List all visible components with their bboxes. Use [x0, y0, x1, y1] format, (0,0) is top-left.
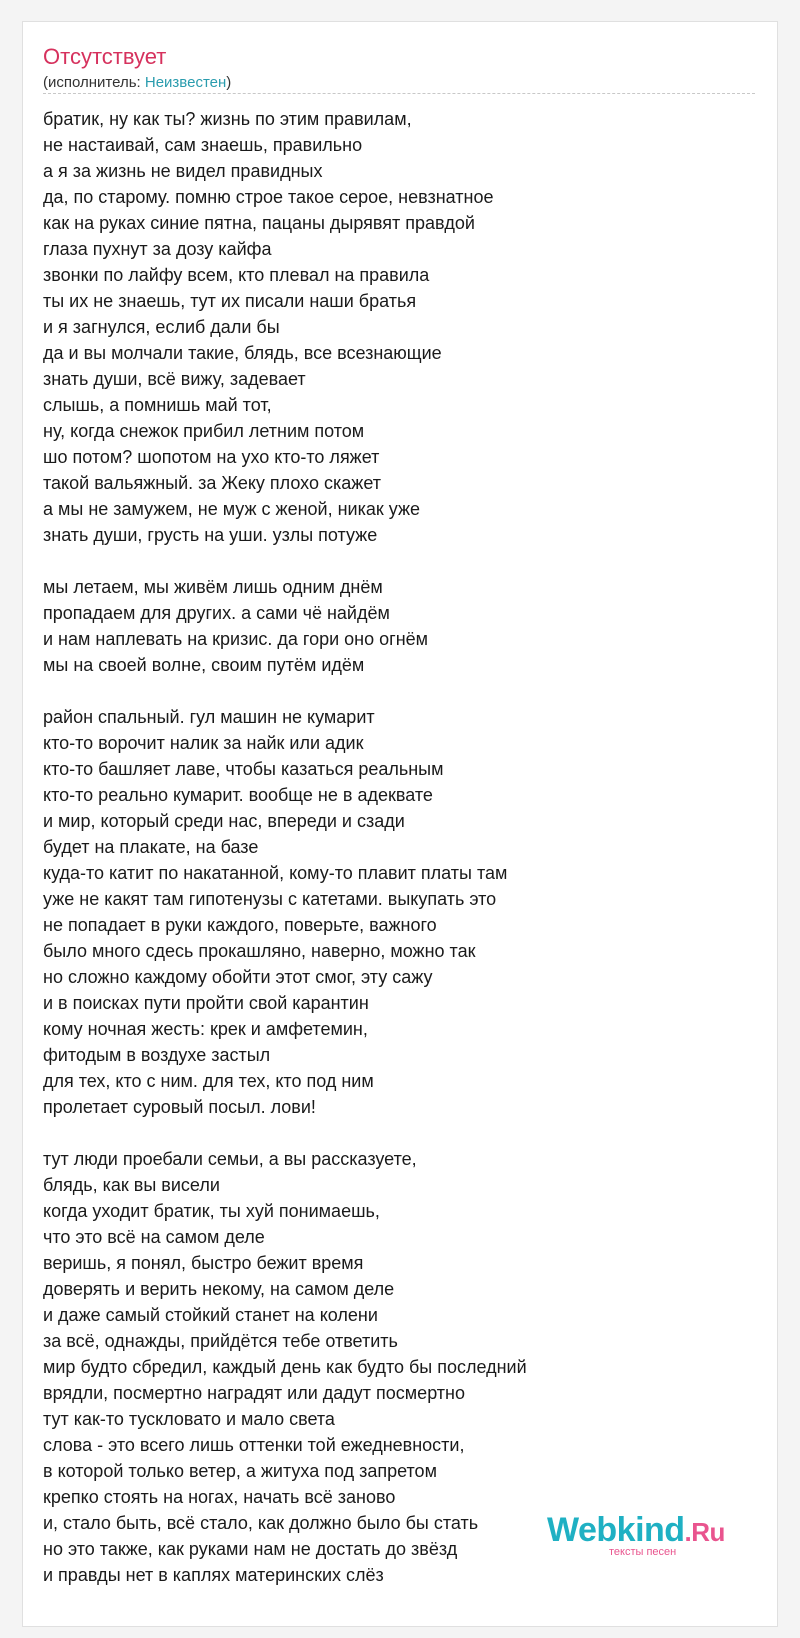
song-title: Отсутствует [43, 44, 167, 69]
lyric-line: ну, когда снежок прибил летним потом [43, 421, 365, 441]
lyric-line: и даже самый стойкий станет на колени [43, 1305, 378, 1325]
lyric-line: крепко стоять на ногах, начать всё заново [43, 1487, 396, 1507]
lyric-line: такой вальяжный. за Жеку плохо скажет [43, 473, 381, 493]
lyric-line: слова - это всего лишь оттенки той ежедневности, [43, 1435, 465, 1455]
artist-prefix: (исполнитель: [43, 74, 145, 91]
lyric-line: мы на своей волне, своим путём идём [43, 655, 365, 675]
logo-main-text: Webkind [547, 1511, 685, 1549]
lyric-line: пропадаем для других. а сами чё найдём [43, 603, 390, 623]
logo-suffix: .Ru [684, 1517, 725, 1547]
lyric-line: в которой только ветер, а житуха под запретом [43, 1461, 437, 1481]
lyric-line: знать души, всё вижу, задевает [43, 369, 306, 389]
lyrics-page [22, 21, 778, 1627]
lyric-line: а я за жизнь не видел правидных [43, 161, 323, 181]
lyric-line: не настаивай, сам знаешь, правильно [43, 135, 363, 155]
lyric-line: доверять и верить некому, на самом деле [43, 1279, 395, 1299]
lyric-line: кто-то башляет лаве, чтобы казаться реальным [43, 759, 444, 779]
lyric-line: и в поисках пути пройти свой карантин [43, 993, 369, 1013]
site-logo[interactable] [547, 1510, 757, 1558]
lyric-line: звонки по лайфу всем, кто плевал на правила [43, 265, 430, 285]
lyric-line: а мы не замужем, не муж с женой, никак уже [43, 499, 420, 519]
lyric-line: ты их не знаешь, тут их писали наши братья [43, 291, 417, 311]
artist-suffix: ) [226, 74, 232, 91]
artist-link[interactable]: Неизвестен [144, 74, 227, 91]
lyric-line: уже не какят там гипотенузы с катетами. выкупать это [43, 889, 497, 909]
lyric-line: да, по старому. помню строе такое серое, невзнатное [43, 187, 494, 207]
artist-line [43, 73, 231, 93]
lyric-line: но сложно каждому обойти этот смог, эту сажу [43, 967, 433, 987]
lyric-line: и правды нет в каплях материнских слёз [43, 1565, 384, 1585]
lyric-line: да и вы молчали такие, блядь, все всезнающие [43, 343, 442, 363]
lyric-line: глаза пухнут за дозу кайфа [43, 239, 272, 259]
title-divider [43, 93, 755, 94]
lyric-line: что это всё на самом деле [43, 1227, 265, 1247]
lyric-line: и мир, который среди нас, впереди и сзади [43, 811, 405, 831]
lyric-line: мир будто сбредил, каждый день как будто бы последний [43, 1357, 527, 1377]
lyric-line: кому ночная жесть: крек и амфетемин, [43, 1019, 368, 1039]
lyric-line: фитодым в воздухе застыл [43, 1045, 271, 1065]
lyric-line: но это также, как руками нам не достать до звёзд [43, 1539, 458, 1559]
stanza-gap [43, 548, 759, 574]
lyric-line: когда уходит братик, ты хуй понимаешь, [43, 1201, 380, 1221]
lyrics-text [43, 106, 759, 1588]
lyric-line: как на руках синие пятна, пацаны дырявят правдой [43, 213, 475, 233]
lyric-line: не попадает в руки каждого, поверьте, важного [43, 915, 437, 935]
lyric-line: тут люди проебали семьи, а вы рассказуете, [43, 1149, 417, 1169]
lyric-line: было много сдесь прокашляно, наверно, можно так [43, 941, 476, 961]
lyric-line: и нам наплевать на кризис. да гори оно огнём [43, 629, 429, 649]
stanza-gap [43, 1120, 759, 1146]
lyric-line: братик, ну как ты? жизнь по этим правилам, [43, 109, 412, 129]
lyric-line: шо потом? шопотом на ухо кто-то ляжет [43, 447, 380, 467]
lyric-line: кто-то ворочит налик за найк или адик [43, 733, 364, 753]
lyric-line: пролетает суровый посыл. лови! [43, 1097, 316, 1117]
lyric-line: знать души, грусть на уши. узлы потуже [43, 525, 378, 545]
lyric-line: для тех, кто с ним. для тех, кто под ним [43, 1071, 374, 1091]
lyric-line: тут как-то тускловато и мало света [43, 1409, 335, 1429]
lyric-line: за всё, однажды, прийдётся тебе ответить [43, 1331, 398, 1351]
logo-tagline: тексты песен [609, 1546, 677, 1558]
lyric-line: мы летаем, мы живём лишь одним днём [43, 577, 383, 597]
lyric-line: врядли, посмертно наградят или дадут посмертно [43, 1383, 465, 1403]
lyric-line: и, стало быть, всё стало, как должно было бы стать [43, 1513, 479, 1533]
lyric-line: район спальный. гул машин не кумарит [43, 707, 375, 727]
lyric-line: блядь, как вы висели [43, 1175, 220, 1195]
lyric-line: веришь, я понял, быстро бежит время [43, 1253, 364, 1273]
lyric-line: слышь, а помнишь май тот, [43, 395, 272, 415]
lyric-line: куда-то катит по накатанной, кому-то плавит платы там [43, 863, 508, 883]
lyric-line: кто-то реально кумарит. вообще не в адеквате [43, 785, 433, 805]
stanza-gap [43, 678, 759, 704]
lyric-line: будет на плакате, на базе [43, 837, 259, 857]
lyric-line: и я загнулся, еслиб дали бы [43, 317, 280, 337]
